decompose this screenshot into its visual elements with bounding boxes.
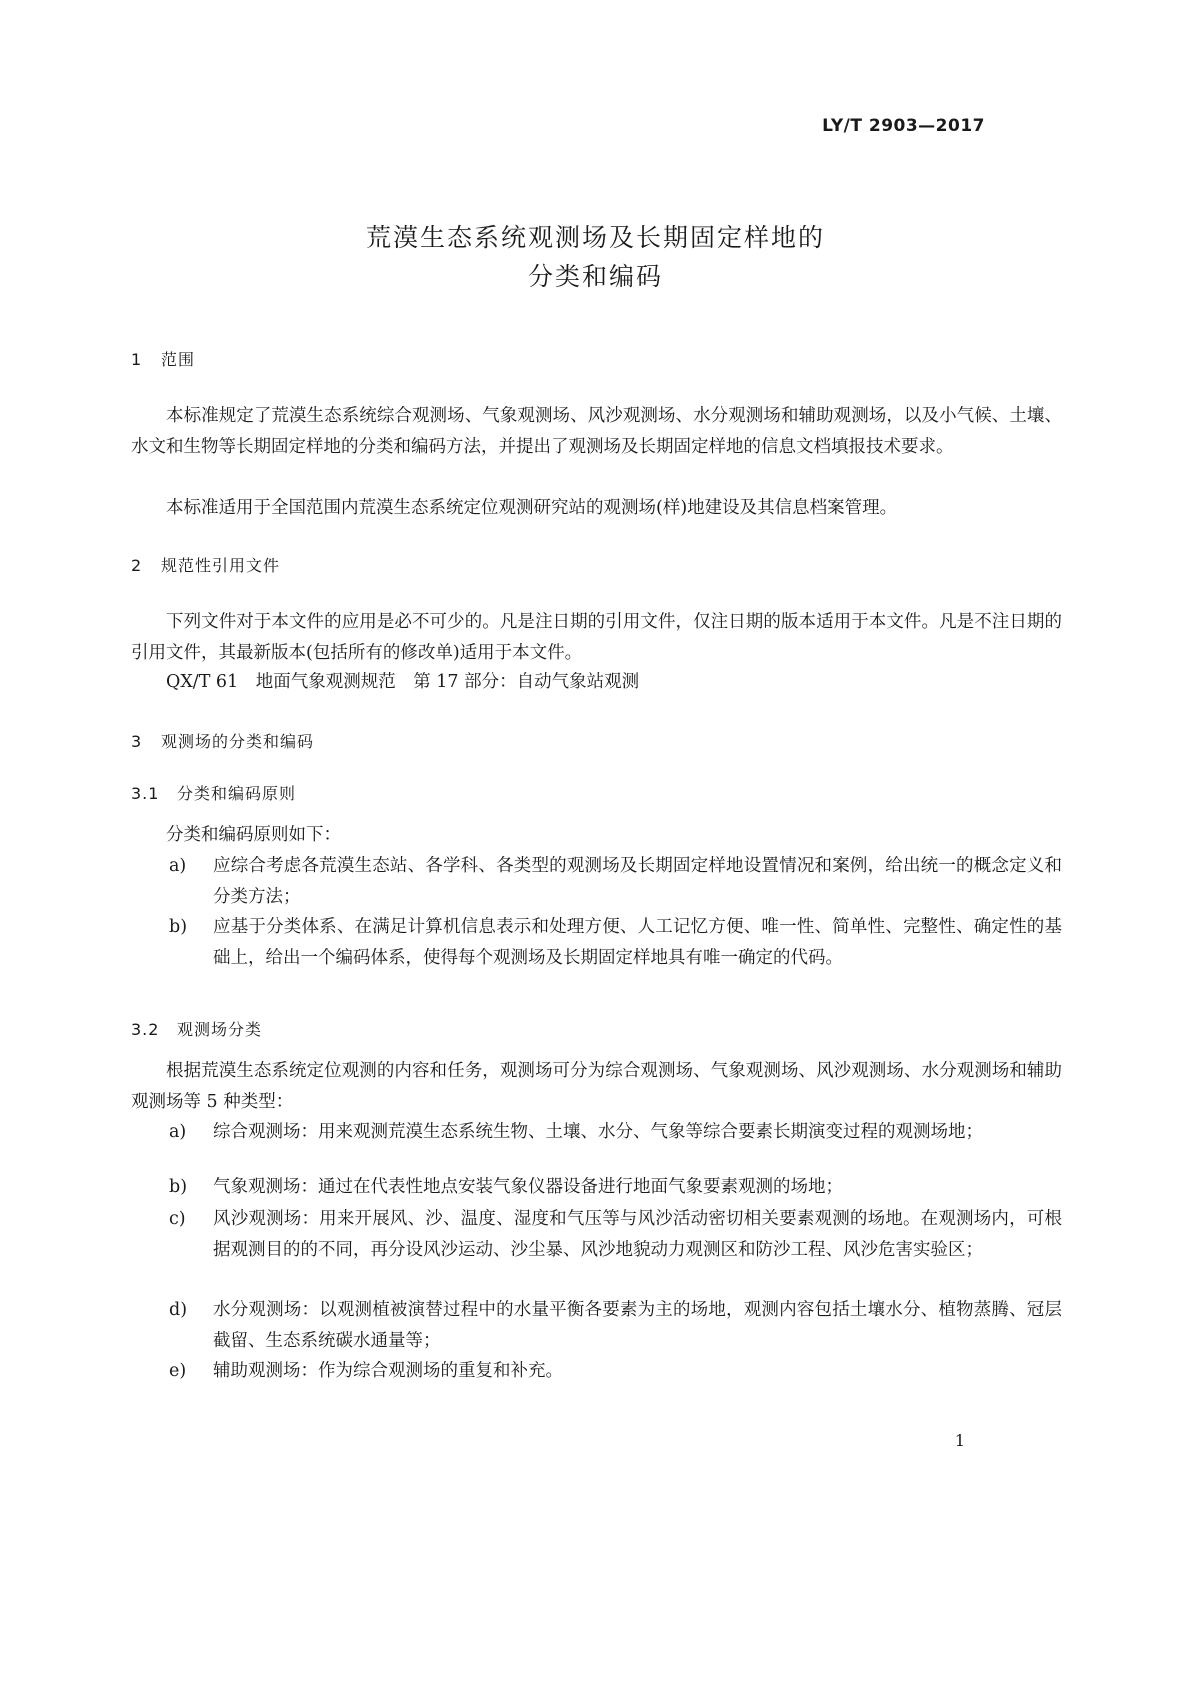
list-item-label: a) xyxy=(169,1122,187,1142)
list-item-text: 应基于分类体系、在满足计算机信息表示和处理方便、人工记忆方便、唯一性、简单性、完整性、确定性的基础上，给出一个编码体系，使得每个观测场及长期固定样地具有唯一确定的代码。 xyxy=(213,917,1062,968)
section-title: 规范性引用文件 xyxy=(161,556,281,575)
list-item-text: 风沙观测场：用来开展风、沙、温度、湿度和气压等与风沙活动密切相关要素观测的场地。在观测场内，可根据观测目的的不同，再分设风沙运动、沙尘暴、风沙地貌动力观测区和防沙工程、风沙危害实验区； xyxy=(213,1209,1062,1260)
list-item-label: d) xyxy=(169,1300,188,1320)
list-item xyxy=(169,912,1062,973)
section-3-heading xyxy=(131,729,314,752)
document-title-line-2: 分类和编码 xyxy=(527,262,663,291)
list-item-text: 综合观测场：用来观测荒漠生态系统生物、土壤、水分、气象等综合要素长期演变过程的观测场地； xyxy=(213,1122,983,1142)
standard-code: LY/T 2903—2017 xyxy=(822,116,985,136)
list-item-label: b) xyxy=(169,917,188,937)
list-item-text: 应综合考虑各荒漠生态站、各学科、各类型的观测场及长期固定样地设置情况和案例，给出统一的概念定义和分类方法； xyxy=(213,856,1062,907)
list-item xyxy=(169,1356,1062,1387)
list-item xyxy=(169,851,1062,912)
section-title: 范围 xyxy=(161,350,196,369)
section-3-1-intro: 分类和编码原则如下： xyxy=(166,825,341,845)
list-item-text: 水分观测场：以观测植被演替过程中的水量平衡各要素为主的场地，观测内容包括土壤水分、植物蒸腾、冠层截留、生态系统碳水通量等； xyxy=(213,1300,1062,1351)
list-item xyxy=(169,1204,1062,1265)
list-item-text: 气象观测场：通过在代表性地点安装气象仪器设备进行地面气象要素观测的场地； xyxy=(213,1177,843,1197)
list-item-label: b) xyxy=(169,1177,188,1197)
section-2-heading xyxy=(131,553,280,576)
section-1-heading xyxy=(131,347,195,370)
section-title: 观测场分类 xyxy=(177,1020,263,1039)
section-number: 3 xyxy=(131,732,143,751)
section-1-paragraph-1: 本标准规定了荒漠生态系统综合观测场、气象观测场、风沙观测场、水分观测场和辅助观测场，以及小气候、土壤、水文和生物等长期固定样地的分类和编码方法，并提出了观测场及长期固定样地的信息文档填报技术要求。 xyxy=(131,406,1062,457)
section-title: 分类和编码原则 xyxy=(177,784,297,803)
list-item xyxy=(169,1172,1062,1203)
section-number: 3.1 xyxy=(131,784,160,803)
section-number: 1 xyxy=(131,350,143,369)
section-2-paragraph-1: 下列文件对于本文件的应用是必不可少的。凡是注日期的引用文件，仅注日期的版本适用于本文件。凡是不注日期的引用文件，其最新版本(包括所有的修改单)适用于本文件。 xyxy=(131,612,1062,663)
section-3-1-heading xyxy=(131,781,296,804)
section-3-2-heading xyxy=(131,1017,262,1040)
section-number: 3.2 xyxy=(131,1020,160,1039)
section-3-2-intro: 根据荒漠生态系统定位观测的内容和任务，观测场可分为综合观测场、气象观测场、风沙观测场、水分观测场和辅助观测场等 5 种类型： xyxy=(131,1061,1062,1112)
normative-reference: QX/T 61 地面气象观测规范 第 17 部分：自动气象站观测 xyxy=(166,672,640,692)
list-item-text: 辅助观测场：作为综合观测场的重复和补充。 xyxy=(213,1361,563,1381)
section-title: 观测场的分类和编码 xyxy=(161,732,315,751)
page-number: 1 xyxy=(954,1431,965,1450)
list-item xyxy=(169,1295,1062,1356)
section-number: 2 xyxy=(131,556,143,575)
section-1-paragraph-2: 本标准适用于全国范围内荒漠生态系统定位观测研究站的观测场(样)地建设及其信息档案管理。 xyxy=(166,498,898,518)
list-item-label: c) xyxy=(169,1209,186,1229)
list-item-label: a) xyxy=(169,856,187,876)
list-item-label: e) xyxy=(169,1361,187,1381)
list-item xyxy=(169,1117,1062,1148)
document-title-line-1: 荒漠生态系统观测场及长期固定样地的 xyxy=(365,223,825,252)
